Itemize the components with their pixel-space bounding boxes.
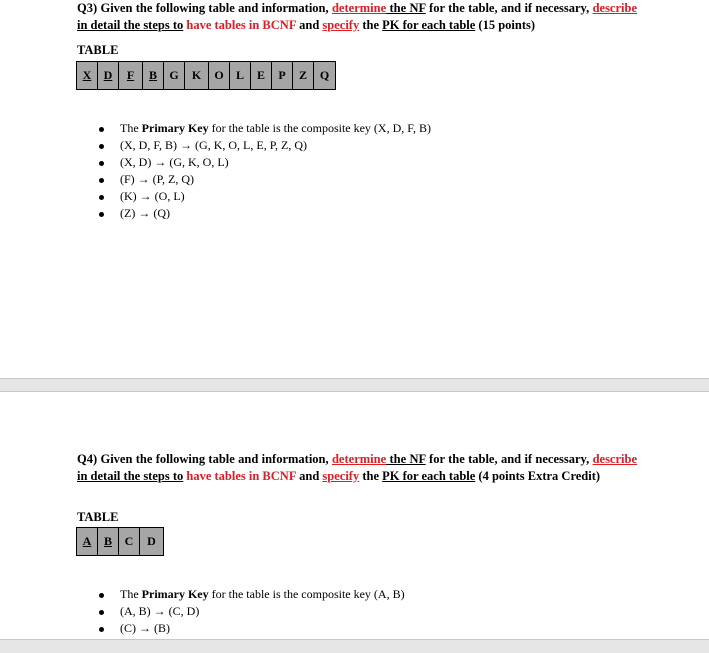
q3-table-label: TABLE — [77, 43, 119, 57]
q4-have-tables: have tables in BCNF — [183, 468, 296, 483]
q4-points: (4 points Extra Credit) — [475, 468, 601, 483]
q3-col-f: F — [119, 62, 143, 89]
q3-pk: PK for each table — [382, 17, 476, 32]
q3-in-detail: in detail the steps to — [77, 17, 184, 32]
q4-and: and — [296, 468, 323, 483]
q4-in-detail: in detail the steps to — [77, 468, 184, 483]
q4-col-c: C — [119, 528, 140, 555]
page-break — [0, 378, 709, 392]
q3-bullet-fd: (Z) → (Q) — [99, 205, 431, 222]
q4-determine: determine — [331, 452, 387, 466]
q3-col-g: G — [164, 62, 185, 89]
q3-bullet-fd: (F) → (P, Z, Q) — [99, 171, 431, 188]
q3-col-k: K — [185, 62, 209, 89]
q4-bullet-pk: The Primary Key for the table is the composite key (A, B) — [99, 586, 405, 603]
q3-col-z: Z — [293, 62, 314, 89]
q4-bullet-fd: (C) → (B) — [99, 620, 405, 637]
q4-col-a: A — [77, 528, 98, 555]
q3-points: (15 points) — [475, 17, 536, 32]
q3-determine: determine — [331, 1, 387, 15]
q3-bullet-pk: The Primary Key for the table is the composite key (X, D, F, B) — [99, 120, 431, 137]
q4-question — [77, 451, 637, 484]
q4-describe: describe — [592, 452, 637, 466]
q3-bullet-fd: (K) → (O, L) — [99, 188, 431, 205]
q3-prefix: Q3) Given the following table and information, — [77, 1, 332, 15]
q4-pk: PK for each table — [382, 468, 476, 483]
q4-table-label: TABLE — [77, 510, 119, 524]
q3-col-p: P — [272, 62, 293, 89]
q4-specify: specify — [322, 468, 360, 483]
q3-bullet-list — [99, 120, 431, 222]
q4-table — [76, 527, 164, 556]
q3-table — [76, 61, 336, 90]
q3-describe: describe — [592, 1, 637, 15]
q4-prefix: Q4) Given the following table and information, — [77, 452, 332, 466]
q3-col-q: Q — [319, 68, 330, 82]
q4-bullet-fd: (A, B) → (C, D) — [99, 603, 405, 620]
q3-col-b: B — [143, 62, 164, 89]
q4-col-d: D — [147, 534, 156, 548]
q3-have-tables: have tables in BCNF — [183, 17, 296, 32]
q3-col-x: X — [77, 62, 98, 89]
q4-nf: the NF — [386, 452, 426, 466]
q4-mid: for the table, and if necessary, — [425, 452, 593, 466]
q3-bullet-fd: (X, D, F, B) → (G, K, O, L, E, P, Z, Q) — [99, 137, 431, 154]
q3-bullet-fd: (X, D) → (G, K, O, L) — [99, 154, 431, 171]
page-q4 — [0, 392, 709, 639]
q3-col-l: L — [230, 62, 251, 89]
q3-col-o: O — [209, 62, 230, 89]
q3-col-e: E — [251, 62, 272, 89]
q4-the: the — [359, 468, 383, 483]
q4-bullet-list — [99, 586, 405, 637]
q3-question — [77, 0, 637, 33]
q3-specify: specify — [322, 17, 360, 32]
q4-col-b: B — [98, 528, 119, 555]
q3-and: and — [296, 17, 323, 32]
page-break — [0, 639, 709, 653]
q3-mid: for the table, and if necessary, — [425, 1, 593, 15]
q3-nf: the NF — [386, 1, 426, 15]
q3-col-d: D — [98, 62, 119, 89]
q3-the: the — [359, 17, 383, 32]
